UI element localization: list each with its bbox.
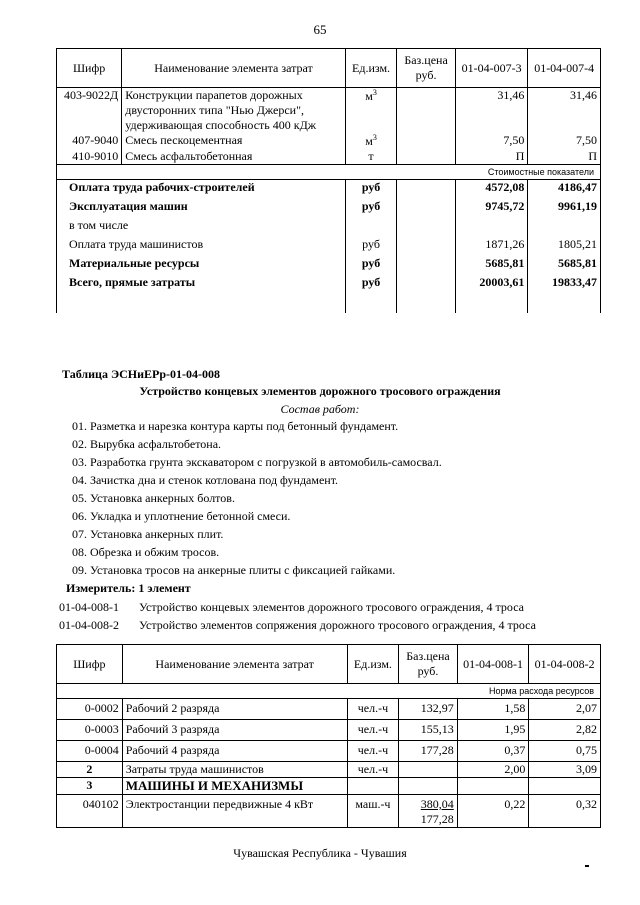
row-price — [399, 720, 458, 741]
work-item: 01. Разметка и нарезка контура карты под бетонный фундамент. — [72, 419, 399, 433]
row-name: Смесь асфальтобетонная — [122, 149, 346, 165]
row-unit: чел.-ч — [347, 720, 399, 741]
summary-row — [57, 218, 601, 237]
row-price — [397, 133, 455, 149]
row-code: 0-0003 — [57, 720, 123, 741]
page-number: 65 — [313, 22, 327, 37]
row-value-1: 31,46 — [455, 88, 528, 134]
column-header-v1: 01-04-007-3 — [455, 49, 528, 88]
summary-value-2: 19833,47 — [528, 275, 601, 294]
summary-value-2: 5685,81 — [528, 256, 601, 275]
summary-unit — [345, 218, 397, 237]
subheader-row — [57, 684, 601, 699]
summary-name: в том числе — [57, 218, 346, 237]
row-price — [397, 149, 455, 165]
resource-table-2 — [56, 644, 601, 828]
summary-unit: руб — [345, 256, 397, 275]
row-name: Затраты труда машинистов — [122, 762, 347, 778]
row-name: МАШИНЫ И МЕХАНИЗМЫ — [122, 778, 347, 795]
header-row — [57, 645, 601, 684]
row-name: Рабочий 2 разряда — [122, 699, 347, 720]
column-header-v2: 01-04-008-2 — [529, 645, 601, 684]
row-value-2: 7,50 — [528, 133, 601, 149]
summary-name: Материальные ресурсы — [57, 256, 346, 275]
table-title: Таблица ЭСНиЕРр-01-04-008 — [62, 367, 221, 381]
row-value-2 — [529, 778, 601, 795]
ref-code: 01-04-008-1 — [59, 600, 119, 614]
table-row — [57, 720, 601, 741]
row-code: 407-9040 — [57, 133, 122, 149]
summary-price — [397, 180, 455, 200]
row-price — [397, 88, 455, 134]
row-code: 2 — [57, 762, 123, 778]
row-code: 0-0002 — [57, 699, 123, 720]
row-price — [399, 699, 458, 720]
row-unit — [345, 149, 397, 165]
summary-value-1: 4572,08 — [455, 180, 528, 200]
price-primary: 155,13 — [420, 722, 454, 736]
row-value-1: 1,58 — [457, 699, 529, 720]
subheader-row — [57, 165, 601, 180]
row-price — [399, 762, 458, 778]
work-item: 06. Укладка и уплотнение бетонной смеси. — [72, 509, 291, 523]
table-row — [57, 741, 601, 762]
unit-superscript: 3 — [372, 88, 377, 97]
summary-value-1: 5685,81 — [455, 256, 528, 275]
price-secondary: 177,28 — [420, 812, 454, 826]
table-row — [57, 149, 601, 165]
summary-price — [397, 199, 455, 218]
ref-line — [59, 618, 536, 633]
spacer-cell — [345, 294, 397, 313]
price-primary: 132,97 — [420, 701, 454, 715]
ref-line — [59, 600, 524, 615]
column-header-code: Шифр — [57, 49, 122, 88]
summary-value-2: 1805,21 — [528, 237, 601, 256]
column-header-v2: 01-04-007-4 — [528, 49, 601, 88]
summary-price — [397, 275, 455, 294]
summary-row — [57, 237, 601, 256]
work-item: 04. Зачистка дна и стенок котлована под фундамент. — [72, 473, 339, 487]
column-header-unit: Ед.изм. — [347, 645, 399, 684]
summary-unit: руб — [345, 180, 397, 200]
price-primary: 177,28 — [420, 743, 454, 757]
price-primary: 380,04 — [420, 797, 454, 811]
row-unit — [347, 778, 399, 795]
ref-code: 01-04-008-2 — [59, 618, 119, 632]
row-name: Рабочий 3 разряда — [122, 720, 347, 741]
row-name: Рабочий 4 разряда — [122, 741, 347, 762]
resource-table-1 — [56, 48, 601, 313]
work-item: 02. Вырубка асфальтобетона. — [72, 437, 222, 451]
row-name: Электростанции передвижные 4 кВт — [122, 795, 347, 828]
summary-value-1 — [455, 218, 528, 237]
page-footer: Чувашская Республика - Чувашия — [233, 846, 407, 860]
column-header-name: Наименование элемента затрат — [122, 645, 347, 684]
summary-row — [57, 180, 601, 200]
column-header-code: Шифр — [57, 645, 123, 684]
row-code: 0-0004 — [57, 741, 123, 762]
summary-price — [397, 218, 455, 237]
table-row — [57, 762, 601, 778]
work-item: 08. Обрезка и обжим тросов. — [72, 545, 220, 559]
spacer-cell — [57, 294, 346, 313]
column-header-name: Наименование элемента затрат — [122, 49, 346, 88]
summary-price — [397, 237, 455, 256]
summary-value-2 — [528, 218, 601, 237]
row-unit: чел.-ч — [347, 741, 399, 762]
summary-name: Оплата труда рабочих-строителей — [57, 180, 346, 200]
row-value-1: 7,50 — [455, 133, 528, 149]
table-row — [57, 88, 601, 134]
unit-superscript: 3 — [372, 133, 377, 142]
meter-label: Измеритель: 1 элемент — [66, 581, 191, 595]
header-row — [57, 49, 601, 88]
row-unit — [345, 133, 397, 149]
spacer-cell — [397, 294, 455, 313]
subheader-label: Норма расхода ресурсов — [57, 684, 601, 699]
summary-name: Оплата труда машинистов — [57, 237, 346, 256]
row-value-2: 31,46 — [528, 88, 601, 134]
row-unit — [345, 88, 397, 134]
column-header-v1: 01-04-008-1 — [457, 645, 529, 684]
row-unit: чел.-ч — [347, 699, 399, 720]
row-value-1: 1,95 — [457, 720, 529, 741]
scan-mark — [585, 865, 589, 867]
row-price — [399, 795, 458, 828]
ref-text: Устройство концевых элементов дорожного тросового ограждения, 4 троса — [139, 600, 524, 614]
row-value-1: П — [455, 149, 528, 165]
row-value-1 — [457, 778, 529, 795]
summary-unit: руб — [345, 237, 397, 256]
work-item: 09. Установка тросов на анкерные плиты с фиксацией гайками. — [72, 563, 396, 577]
row-code: 403-9022Д — [57, 88, 122, 134]
row-value-2: 2,82 — [529, 720, 601, 741]
column-header-price: Баз.цена руб. — [397, 49, 455, 88]
column-header-unit: Ед.изм. — [345, 49, 397, 88]
summary-value-2: 9961,19 — [528, 199, 601, 218]
table-row — [57, 699, 601, 720]
summary-name: Эксплуатация машин — [57, 199, 346, 218]
column-header-price: Баз.цена руб. — [399, 645, 458, 684]
unit-text: т — [368, 149, 374, 163]
row-code: 040102 — [57, 795, 123, 828]
row-price — [399, 741, 458, 762]
row-value-2: 2,07 — [529, 699, 601, 720]
row-name: Смесь пескоцементная — [122, 133, 346, 149]
subheader-label: Стоимостные показатели — [57, 165, 601, 180]
summary-value-1: 20003,61 — [455, 275, 528, 294]
row-unit: чел.-ч — [347, 762, 399, 778]
summary-price — [397, 256, 455, 275]
summary-value-1: 1871,26 — [455, 237, 528, 256]
row-code: 3 — [57, 778, 123, 795]
ref-text: Устройство элементов сопряжения дорожного тросового ограждения, 4 троса — [139, 618, 536, 632]
unit-text: м — [365, 89, 373, 103]
row-value-2: 0,75 — [529, 741, 601, 762]
row-name: Конструкции парапетов дорожных двусторонних типа "Нью Джерси", удерживающая способность 400 кДж — [122, 88, 346, 134]
row-value-1: 0,37 — [457, 741, 529, 762]
spacer-cell — [528, 294, 601, 313]
row-value-2: 0,32 — [529, 795, 601, 828]
row-value-1: 2,00 — [457, 762, 529, 778]
table-row — [57, 795, 601, 828]
summary-name: Всего, прямые затраты — [57, 275, 346, 294]
row-code: 410-9010 — [57, 149, 122, 165]
summary-row — [57, 275, 601, 294]
spacer-row — [57, 294, 601, 313]
work-item: 05. Установка анкерных болтов. — [72, 491, 235, 505]
summary-unit: руб — [345, 199, 397, 218]
work-item: 03. Разработка грунта экскаватором с погрузкой в автомобиль-самосвал. — [72, 455, 442, 469]
summary-unit: руб — [345, 275, 397, 294]
table-row — [57, 778, 601, 795]
row-price — [399, 778, 458, 795]
row-value-1: 0,22 — [457, 795, 529, 828]
summary-value-2: 4186,47 — [528, 180, 601, 200]
table-row — [57, 133, 601, 149]
spacer-cell — [455, 294, 528, 313]
section-subtitle: Состав работ: — [280, 402, 360, 416]
summary-value-1: 9745,72 — [455, 199, 528, 218]
work-item: 07. Установка анкерных плит. — [72, 527, 224, 541]
unit-text: м — [365, 134, 373, 148]
section-title: Устройство концевых элементов дорожного тросового ограждения — [139, 384, 501, 398]
row-unit: маш.-ч — [347, 795, 399, 828]
row-value-2: П — [528, 149, 601, 165]
row-value-2: 3,09 — [529, 762, 601, 778]
summary-row — [57, 199, 601, 218]
summary-row — [57, 256, 601, 275]
